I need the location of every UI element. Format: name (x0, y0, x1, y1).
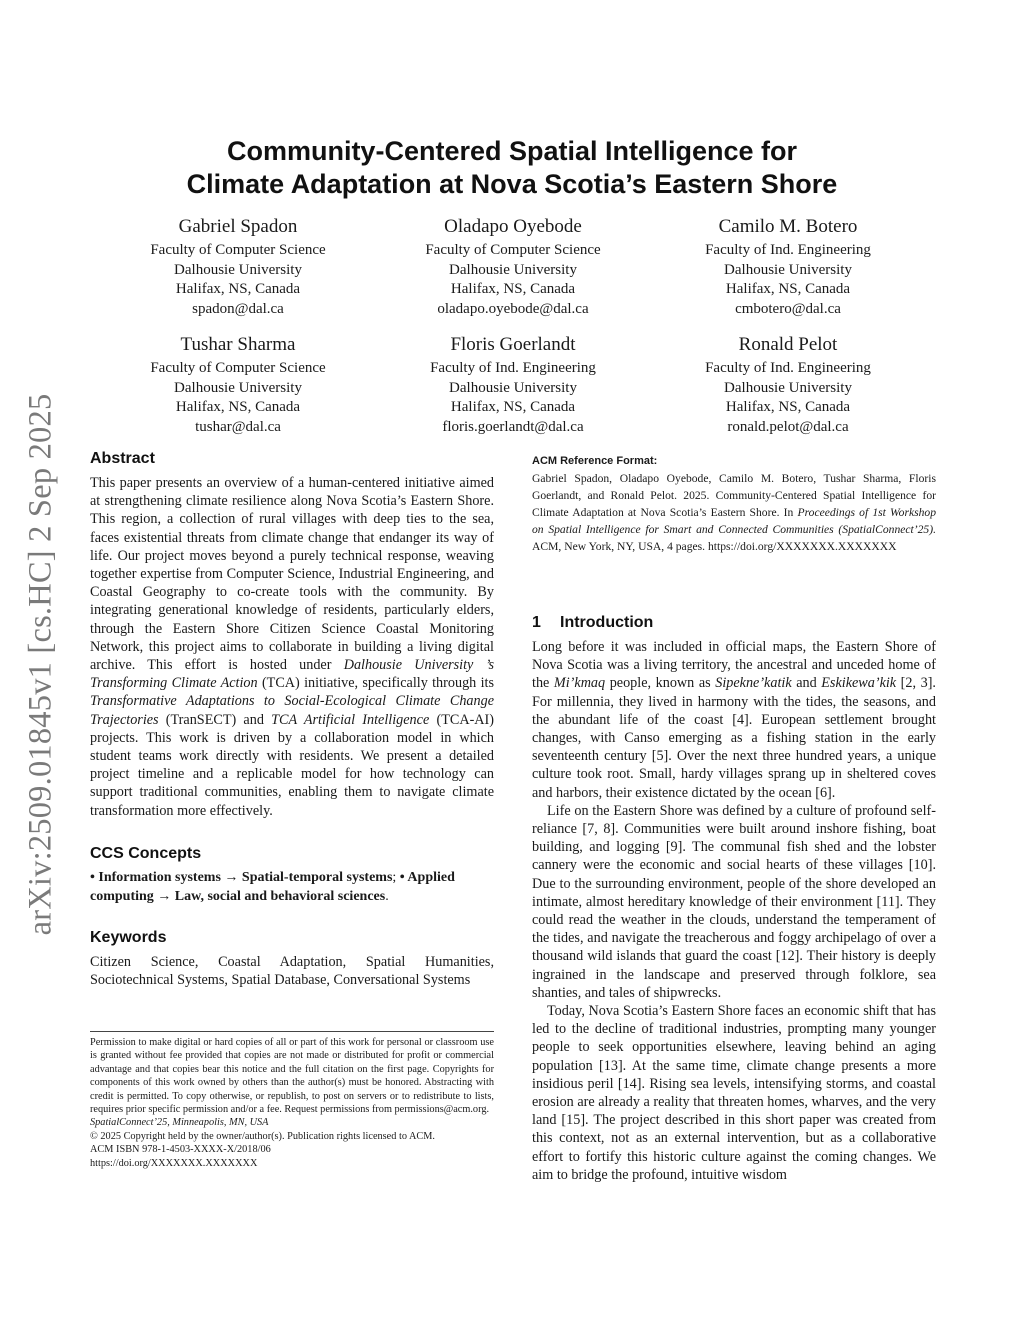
isbn-line: ACM ISBN 978-1-4503-XXXX-X/2018/06 (90, 1144, 271, 1156)
intro-emphasis: Mi’kmaq (553, 675, 606, 692)
ccs-terminator: . (385, 888, 389, 904)
doi-link[interactable]: https://doi.org/XXXXXXX.XXXXXXX (90, 1157, 258, 1169)
author-university: Dalhousie University (449, 379, 577, 396)
title-line-2: Climate Adaptation at Nova Scotia’s Eastern Shore (186, 169, 838, 199)
intro-text: and (791, 675, 822, 692)
author-email[interactable]: cmbotero@dal.ca (735, 300, 841, 317)
abstract-emphasis: Transformative Adaptations to Social-Ecological Climate Change Trajectories (90, 693, 494, 728)
author-department: Faculty of Computer Science (150, 360, 326, 376)
ccs-arrow: → (220, 870, 242, 885)
author-department: Faculty of Ind. Engineering (705, 242, 871, 258)
ccs-concepts-heading: CCS Concepts (90, 845, 202, 862)
acm-reference-format (532, 452, 936, 555)
author-department: Faculty of Ind. Engineering (430, 360, 596, 376)
author-location: Halifax, NS, Canada (725, 281, 851, 298)
author-email[interactable]: ronald.pelot@dal.ca (727, 418, 849, 435)
abstract-emphasis: Dalhousie University ’s Transforming Climate Action (90, 657, 494, 692)
author-department: Faculty of Ind. Engineering (705, 360, 871, 376)
acm-reference-text (532, 470, 936, 555)
keywords-body: Citizen Science, Coastal Adaptation, Spatial Humanities, Sociotechnical Systems, Spatial Database, Conversational Systems (90, 954, 494, 989)
ccs-concept: • Information systems (90, 870, 221, 885)
author-email[interactable]: floris.goerlandt@dal.ca (442, 418, 584, 435)
author-name: Oladapo Oyebode (444, 216, 582, 237)
arxiv-identifier-stamp (12, 380, 70, 948)
author-location: Halifax, NS, Canada (450, 399, 576, 416)
ccs-concept: Spatial-temporal systems (241, 870, 393, 885)
author-name: Tushar Sharma (180, 334, 296, 355)
abstract-text: (TCA) initiative, specifically through its (257, 675, 494, 692)
ccs-separator: ; (392, 870, 400, 885)
acm-reference-citation: Gabriel Spadon, Oladapo Oyebode, Camilo M. Botero, Tushar Sharma, Floris Goerlandt, and Ronald Pelot. 2025. Community-Centered Spatial Intelligence for Climate Adaptation at Nova Scotia’s Eastern Shore. In (532, 472, 936, 520)
author-block (648, 216, 928, 319)
conference-venue: SpatialConnect’25, Minneapolis, MN, USA (90, 1117, 269, 1129)
acm-reference-heading: ACM Reference Format: (532, 455, 658, 467)
author-block (373, 216, 653, 319)
author-block (98, 334, 378, 437)
author-university: Dalhousie University (174, 379, 302, 396)
author-name: Floris Goerlandt (450, 334, 576, 355)
author-name: Ronald Pelot (738, 334, 838, 355)
author-name: Camilo M. Botero (718, 216, 858, 237)
author-location: Halifax, NS, Canada (175, 399, 301, 416)
footnote-rule (90, 1031, 494, 1032)
author-university: Dalhousie University (174, 261, 302, 278)
intro-paragraph-3: Today, Nova Scotia’s Eastern Shore faces an economic shift that has led to the decline of traditional industries, prompting many younger people to seek opportunities elsewhere, leaving behind an aging population [13]. At the same time, climate change presents a more insidious peril [14]. Rising sea levels, intensifying storms, and coastal erosion are already a reality that threaten homes, wharves, and the very land [15]. The project described in this short paper was created from this context, not as an external intervention, but as a collaborative effort to fortify this historic culture against the coming changes. We aim to bridge the profound, intuitive wisdom (532, 1003, 936, 1183)
copyright-line: © 2025 Copyright held by the owner/author(s). Publication rights licensed to ACM. (90, 1130, 436, 1142)
acm-reference-publisher: ACM, New York, NY, USA, 4 pages. https://doi.org/XXXXXXX.XXXXXXX (532, 540, 897, 554)
title-line-1: Community-Centered Spatial Intelligence for (226, 136, 798, 166)
author-location: Halifax, NS, Canada (725, 399, 851, 416)
abstract-text: (TCA-AI) projects. This work is driven by a collaboration model in which student teams work directly with residents. We present a detailed project timeline and a replicable model for how technology can support traditional communities, enabling them to navigate climate transformation more effectively. (90, 711, 494, 819)
ccs-concept: • Applied computing (90, 870, 455, 904)
author-email[interactable]: spadon@dal.ca (192, 300, 284, 317)
intro-paragraph-1 (532, 638, 936, 802)
abstract-text: This paper presents an overview of a human-centered initiative aimed at strengthening climate resilience along Nova Scotia’s Eastern Shore. This region, a collection of rural villages with deep ties to the sea, faces existential threats from climate change that endanger its way of life. Our project moves beyond a purely technical response, weaving together expertise from Computer Science, Industrial Engineering, and Coastal Geography to co-create tools with the community. By integrating generational knowledge of residents, particularly elders, through the Eastern Shore Citizen Science Coastal Monitoring Network, this project aims to collaborate in building a living digital archive. This effort is hosted under (90, 475, 494, 674)
acm-reference-proceedings: Proceedings of 1st Workshop on Spatial Intelligence for Smart and Connected Communities (SpatialConnect’25). (532, 506, 937, 537)
author-email[interactable]: tushar@dal.ca (195, 418, 281, 435)
abstract-text: (TranSECT) and (158, 711, 272, 728)
author-university: Dalhousie University (724, 379, 852, 396)
intro-paragraph-2: Life on the Eastern Shore was defined by a culture of profound self-reliance [7, 8]. Communities were built around inshore fishing, boat building, and logging [9]. The communal fish shed and the lobster cannery were the economic and social hearts of these villages [10]. Due to the surrounding environment, people of the shore developed an intimate, almost hereditary knowledge of their environment [11]. They could read the weather in the clouds, understand the temperament of the tides, and navigate the treacherous and foggy archipelago of over a thousand wild islands that guard the coast [12]. Their history is deeply ingrained in the landscape and preserved through folklore, sea shanties, and tales of shipwrecks. (532, 802, 936, 1001)
permission-notice: Permission to make digital or hard copies of all or part of this work for personal or classroom use is granted without fee provided that copies are not made or distributed for profit or commercial advantage and that copies bear this notice and the full citation on the first page. Copyrights for components of this work owned by others than the author(s) must be honored. Abstracting with credit is permitted. To copy otherwise, or republish, to post on servers or to redistribute to lists, requires prior specific permission and/or a fee. Request permissions from permissions@acm.org. (90, 1037, 494, 1116)
intro-emphasis: Sipekne’katik (715, 675, 792, 692)
paper-title (100, 135, 924, 201)
intro-text: Long before it was included in official maps, the Eastern Shore of Nova Scotia was a living territory, the ancestral and unceded home of the (532, 639, 936, 692)
author-block (373, 334, 653, 437)
abstract-heading: Abstract (90, 450, 155, 467)
arxiv-stamp-text: arXiv:2509.01845v1 [cs.HC] 2 Sep 2025 (22, 393, 59, 935)
author-location: Halifax, NS, Canada (175, 281, 301, 298)
introduction-body (532, 638, 936, 1184)
intro-text: people, known as (605, 675, 716, 692)
author-block (648, 334, 928, 437)
ccs-concepts-body (90, 869, 494, 906)
author-university: Dalhousie University (449, 261, 577, 278)
intro-text: [2, 3]. For millennia, they lived in harmony with the tides, the seasons, and the abundant life of the coast [4]. European settlement brought changes, with Canso emerging as a fishing station in the early seventeenth century [5]. Over the next three hundred years, a unique culture took root. Small, hardy villages sprang up in sheltered coves and harbors, their existence dictated by the ocean [6]. (532, 675, 936, 801)
introduction-heading (532, 613, 653, 633)
keywords-heading: Keywords (90, 929, 167, 946)
author-name: Gabriel Spadon (178, 216, 298, 237)
abstract-body (90, 474, 494, 820)
ccs-arrow: → (153, 888, 175, 904)
author-department: Faculty of Computer Science (425, 242, 601, 258)
author-department: Faculty of Computer Science (150, 242, 326, 258)
author-block (98, 216, 378, 319)
section-title: Introduction (560, 614, 654, 631)
author-university: Dalhousie University (724, 261, 852, 278)
author-email[interactable]: oladapo.oyebode@dal.ca (437, 300, 589, 317)
ccs-concept: Law, social and behavioral sciences (174, 888, 386, 904)
section-number: 1 (532, 614, 541, 631)
author-location: Halifax, NS, Canada (450, 281, 576, 298)
copyright-footnote (90, 1036, 494, 1170)
abstract-emphasis: TCA Artificial Intelligence (271, 711, 430, 728)
intro-emphasis: Eskikewa’kik (821, 675, 897, 692)
